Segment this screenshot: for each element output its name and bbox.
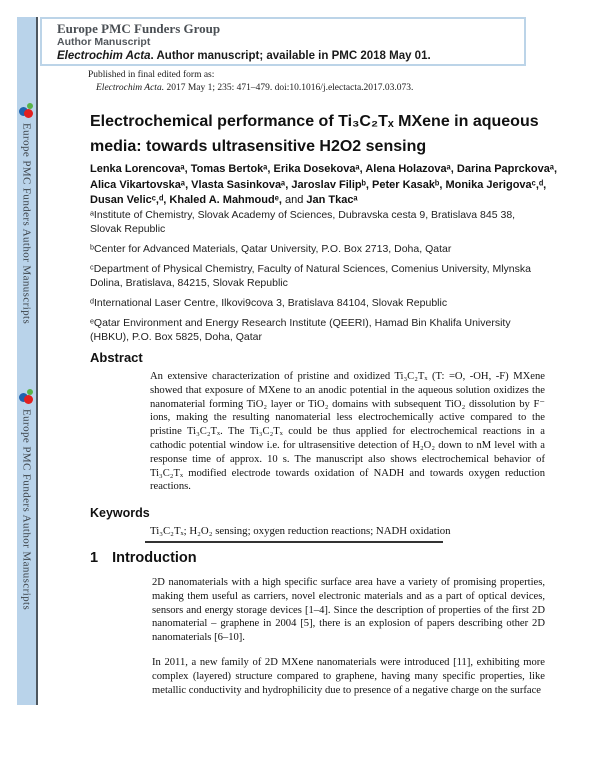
affiliation-superscript: ᶜ — [90, 263, 94, 275]
logo-red-dot — [24, 109, 33, 118]
affiliation-item — [90, 316, 546, 344]
affiliation-item — [90, 242, 546, 256]
citation-block — [88, 69, 413, 94]
sidebar-banner-group — [17, 103, 36, 324]
abstract-heading: Abstract — [90, 350, 143, 365]
citation-prefix: Published in final edited form as: — [88, 70, 215, 80]
affiliation-superscript: ᵈ — [90, 297, 94, 309]
section-title: Introduction — [112, 550, 197, 566]
affiliation-text: Institute of Chemistry, Slovak Academy of Sciences, Dubravska cesta 9, Bratislava 845 38, Slovak Republic — [90, 209, 516, 235]
affiliation-superscript: ᵃ — [90, 209, 94, 221]
sidebar-banner-strip — [17, 17, 38, 705]
availability-note — [57, 49, 524, 63]
author-line — [90, 193, 570, 209]
author-line: Alica Vikartovskaᵃ, Vlasta Sasinkovaᵃ, Jaroslav Filipᵇ, Peter Kasakᵇ, Monika Jerigovaᶜ,ᵈ, — [90, 178, 547, 191]
intro-paragraph: In 2011, a new family of 2D MXene nanomaterials were introduced [11], exhibiting more complex (layered) structure compared to graphene, having many specific properties, like metallic conductivity and hydrophilicity due to presence of a negative charge on the surface — [152, 657, 545, 696]
affiliation-text: Qatar Environment and Energy Research Institute (QEERI), Hamad Bin Khalifa University (HBKU), P.O. Box 5825, Doha, Qatar — [90, 317, 511, 343]
affiliation-item — [90, 296, 546, 310]
title-line: media: towards ultrasensitive H2O2 sensing — [90, 138, 427, 155]
introduction-heading — [90, 550, 197, 566]
citation-details: 2017 May 1; 235: 471–479. doi:10.1016/j.electacta.2017.03.073. — [164, 82, 414, 93]
logo-red-dot — [24, 395, 33, 404]
article-title — [90, 109, 560, 159]
affiliation-superscript: ᵇ — [90, 243, 94, 255]
title-line: Electrochemical performance of Ti₃C₂Tₓ MXene in aqueous — [90, 113, 539, 130]
affiliation-item — [90, 208, 546, 236]
intro-paragraph: 2D nanomaterials with a high specific surface area have a variety of promising properties, making them useful as carriers, novel electronic materials and as a part of optical devices, sensors and energy storage devices [1–4]. Since the description of properties of the first 2D nanomaterial – graphene in 2004 [5], there is an explosion of papers describing other 2D nanomaterials [6–10]. — [152, 577, 545, 644]
europe-pmc-logo-icon — [19, 389, 34, 404]
affiliation-text: International Laser Centre, Ilkovi9cova 3, Bratislava 84104, Slovak Republic — [93, 297, 448, 309]
affiliation-list — [90, 208, 546, 350]
header-box — [40, 17, 526, 66]
keywords-heading: Keywords — [90, 506, 150, 520]
sidebar-banner-text: Europe PMC Funders Author Manuscripts — [20, 409, 33, 611]
author-names: Dusan Velicᶜ,ᵈ, Khaled A. Mahmoudᵉ, — [90, 194, 282, 206]
affiliation-item — [90, 262, 546, 290]
affiliation-text: Department of Physical Chemistry, Faculty of Natural Sciences, Comenius University, Mlynska Dolina, Bratislava, 84215, Slovak Republic — [90, 263, 531, 289]
abstract-text: An extensive characterization of pristine and oxidized Ti₃C₂Tₓ (T: =O, -OH, -F) MXene showed that exposure of MXene to an anodic potential in the aqueous solution oxidizes the nanomaterial forming TiO₂ layer or TiO₂ domains with subsequent TiO₂ dissolution by F⁻ ions, making the resulting nanomaterial less electrochemically active compared to the pristine Ti₃C₂Tₓ. The Ti₃C₂Tₓ could be thus applied for electrochemical reactions in a cathodic potential window i.e. for ultrasensitive detection of H₂O₂ down to nM level with a response time of approx. 10 s. The manuscript also shows electrochemical behavior of Ti₃C₂Tₓ modified electrode towards oxidation of NADH and towards oxygen reduction reactions. — [150, 371, 545, 493]
affiliation-text: Center for Advanced Materials, Qatar University, P.O. Box 2713, Doha, Qatar — [93, 243, 452, 255]
citation-reference — [96, 82, 413, 95]
affiliation-superscript: ᵉ — [90, 317, 94, 329]
author-line: Lenka Lorencovaᵃ, Tomas Bertokᵃ, Erika Dosekovaᵃ, Alena Holazovaᵃ, Darina Paprckovaᵃ, — [90, 163, 558, 175]
sidebar-banner-text: Europe PMC Funders Author Manuscripts — [20, 123, 33, 325]
europe-pmc-logo-icon — [19, 103, 34, 118]
section-divider — [145, 541, 443, 543]
author-names: Jan Tkacᵃ — [306, 194, 358, 206]
availability-note-rest: . Author manuscript; available in PMC 2018 May 01. — [150, 50, 431, 62]
author-conjunction: and — [281, 194, 307, 206]
section-number: 1 — [90, 550, 99, 566]
funders-group-title: Europe PMC Funders Group — [57, 21, 221, 36]
manuscript-type-label: Author Manuscript — [57, 36, 151, 48]
sidebar-banner-group — [17, 389, 36, 610]
journal-name: Electrochim Acta. — [96, 82, 165, 93]
journal-name: Electrochim Acta — [57, 50, 151, 62]
keywords-text: Ti₃C₂Tₓ; H₂O₂ sensing; oxygen reduction reactions; NADH oxidation — [150, 525, 451, 537]
author-list — [90, 162, 570, 209]
